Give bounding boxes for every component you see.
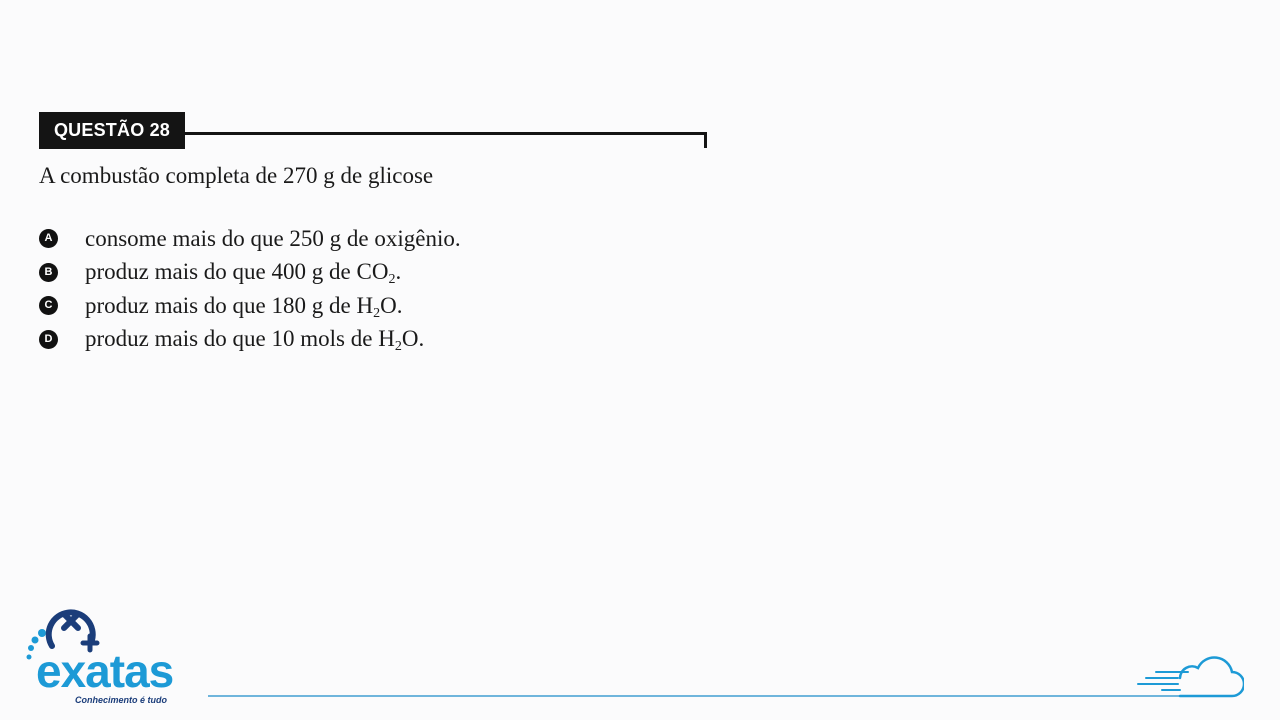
- cloud-icon: [1132, 652, 1244, 702]
- option-c-badge: C: [39, 296, 58, 315]
- option-d-badge: D: [39, 330, 58, 349]
- footer-rule: [208, 695, 1228, 697]
- exatas-logo: [24, 606, 194, 712]
- header-rule: [185, 132, 706, 135]
- answer-options: [39, 222, 461, 356]
- option-b-badge: B: [39, 263, 58, 282]
- header-rule-end-tick: [704, 132, 707, 148]
- logo-tagline: Conhecimento é tudo: [75, 695, 167, 705]
- question-stem: A combustão completa de 270 g de glicose: [39, 163, 434, 188]
- option-d[interactable]: [39, 323, 461, 357]
- option-a-text: consome mais do que 250 g de oxigênio.: [85, 225, 461, 251]
- option-a-badge: A: [39, 229, 58, 248]
- option-b[interactable]: [39, 256, 461, 290]
- option-b-text: produz mais do que 400 g de $CO_2$.: [85, 259, 402, 288]
- question-number-label: QUESTÃO 28: [39, 112, 185, 149]
- logo-wordmark: exatas: [36, 645, 174, 697]
- option-c[interactable]: [39, 289, 461, 323]
- option-d-text: produz mais do que 10 mols de $H_2O$.: [85, 326, 425, 355]
- option-c-text: produz mais do que 180 g de $H_2O$.: [85, 292, 403, 321]
- option-a[interactable]: [39, 222, 461, 256]
